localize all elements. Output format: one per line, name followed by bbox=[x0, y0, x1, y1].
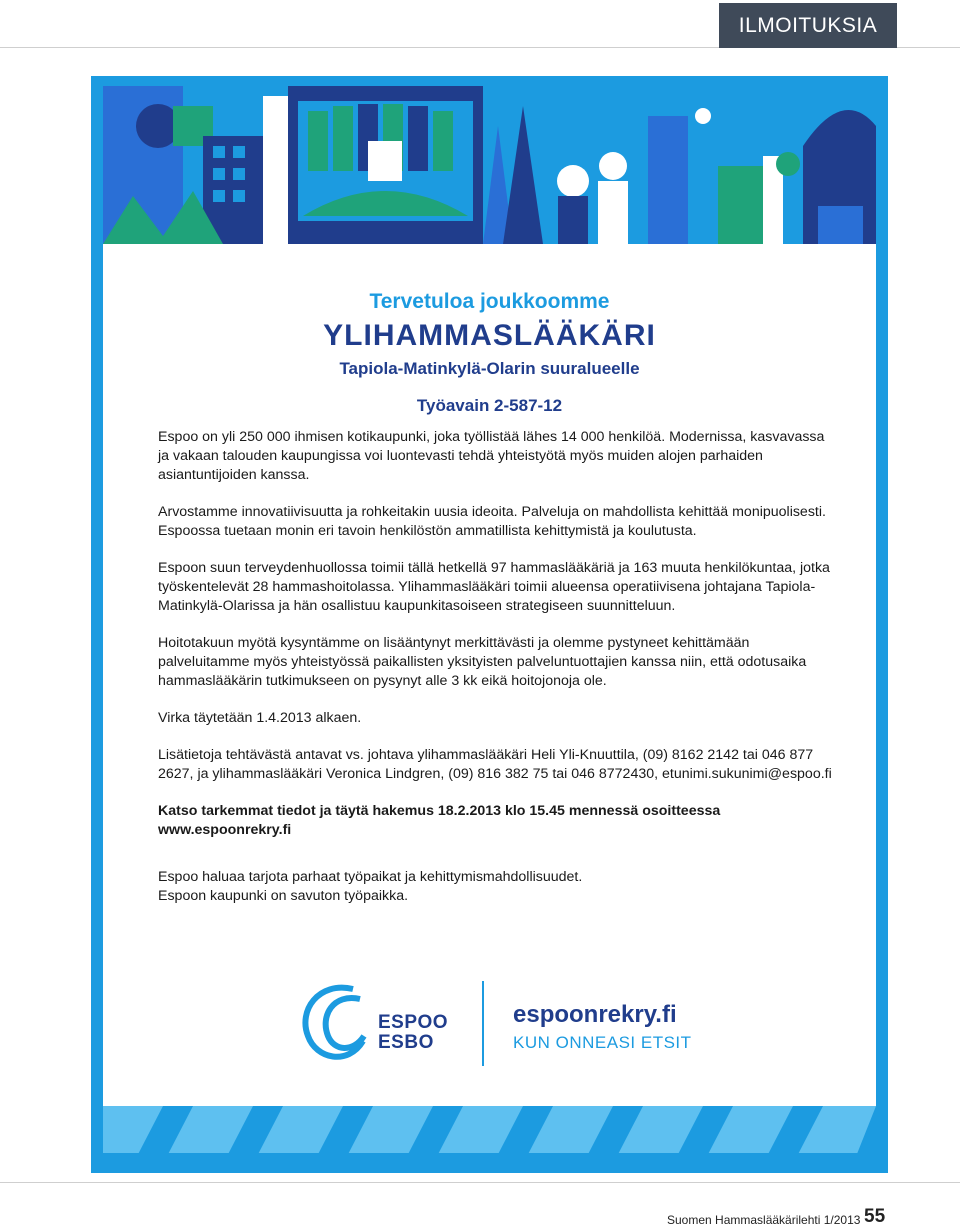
advertisement-frame bbox=[91, 76, 888, 1173]
espoo-logo-icon bbox=[298, 981, 373, 1066]
paragraph-contacts: Lisätietoja tehtävästä antavat vs. johtava ylihammaslääkäri Heli Yli-Knuuttila, (09) 8162 2142 tai 046 877 2627, ja ylihammaslääkäri Veronica Lindgren, (09) 816 382 75 tai 046 8772430, etunimi.sukunimi@espoo.fi bbox=[158, 747, 832, 782]
paragraph-dental-care: Espoon suun terveydenhuollossa toimii tällä hetkellä 97 hammaslääkäriä ja 163 muuta henkilökuntaa, jotka työskentelevät 28 hammashoitolassa. Ylihammaslääkäri toimii alueensa operatiivisena johtajana Tapiola-Matinkylä-Olarissa ja hän osallistuu kaupunkitasoiseen strategiseen suunnitteluun. bbox=[158, 560, 830, 614]
footer-publication: Suomen Hammaslääkärilehti 1/2013 bbox=[667, 1213, 861, 1227]
espoo-wordmark bbox=[378, 1013, 448, 1053]
city-illustration bbox=[103, 86, 876, 244]
logo-divider bbox=[482, 981, 484, 1066]
ad-body bbox=[158, 428, 838, 906]
job-title: YLIHAMMASLÄÄKÄRI bbox=[323, 319, 656, 352]
page-number: 55 bbox=[864, 1206, 886, 1227]
application-call-to-action[interactable]: Katso tarkemmat tiedot ja täytä hakemus 18.2.2013 klo 15.45 mennessä osoitteessa www.espoonrekry.fi bbox=[158, 803, 721, 838]
paragraph-care-guarantee: Hoitotakuun myötä kysyntämme on lisääntynyt merkittävästi ja olemme pystyneet kehittämään palveluitamme myös yhteistyössä paikallisten yksityisten palveluntuottajien kanssa niin, että odotusaika hammaslääkärin tutkimukseen on pysynyt alle 3 kk eikä hoitojonoja ole. bbox=[158, 635, 807, 689]
espoo-wordmark-sv: ESBO bbox=[378, 1032, 434, 1053]
paragraph-start-date: Virka täytetään 1.4.2013 alkaen. bbox=[158, 710, 362, 726]
espoo-wordmark-fi: ESPOO bbox=[378, 1012, 449, 1033]
rekry-site-name[interactable]: espoonrekry.fi bbox=[513, 1001, 677, 1028]
paragraph-intro: Espoo on yli 250 000 ihmisen kotikaupunki, joka työllistää lähes 14 000 henkilöä. Modernissa, kasvavassa ja vakaan talouden kaupungissa voi luontevasti tehdä yhteistyötä myös muiden alojen parhaiden asiantuntijoiden kanssa. bbox=[158, 429, 825, 483]
closing-line-2: Espoon kaupunki on savuton työpaikka. bbox=[158, 888, 409, 904]
section-tab: ILMOITUKSIA bbox=[719, 3, 897, 48]
logo-area bbox=[298, 981, 718, 1076]
rekry-slogan: KUN ONNEASI ETSIT bbox=[513, 1033, 692, 1052]
footer-divider bbox=[0, 1182, 960, 1183]
region-subtitle: Tapiola-Matinkylä-Olarin suuralueelle bbox=[339, 359, 640, 378]
job-key: Työavain 2-587-12 bbox=[416, 396, 563, 415]
closing-line-1: Espoo haluaa tarjota parhaat työpaikat ja kehittymismahdollisuudet. bbox=[158, 869, 583, 885]
welcome-heading: Tervetuloa joukkoomme bbox=[369, 290, 610, 313]
paragraph-values: Arvostamme innovatiivisuutta ja rohkeitakin uusia ideoita. Palveluja on mahdollista kehittää monipuolisesti. Espoossa tuetaan monin eri tavoin henkilöstön ammatillista kehittymistä ja koulutusta. bbox=[158, 504, 826, 539]
advertisement-panel bbox=[103, 86, 876, 1153]
bottom-stripe-decoration bbox=[103, 1106, 876, 1153]
